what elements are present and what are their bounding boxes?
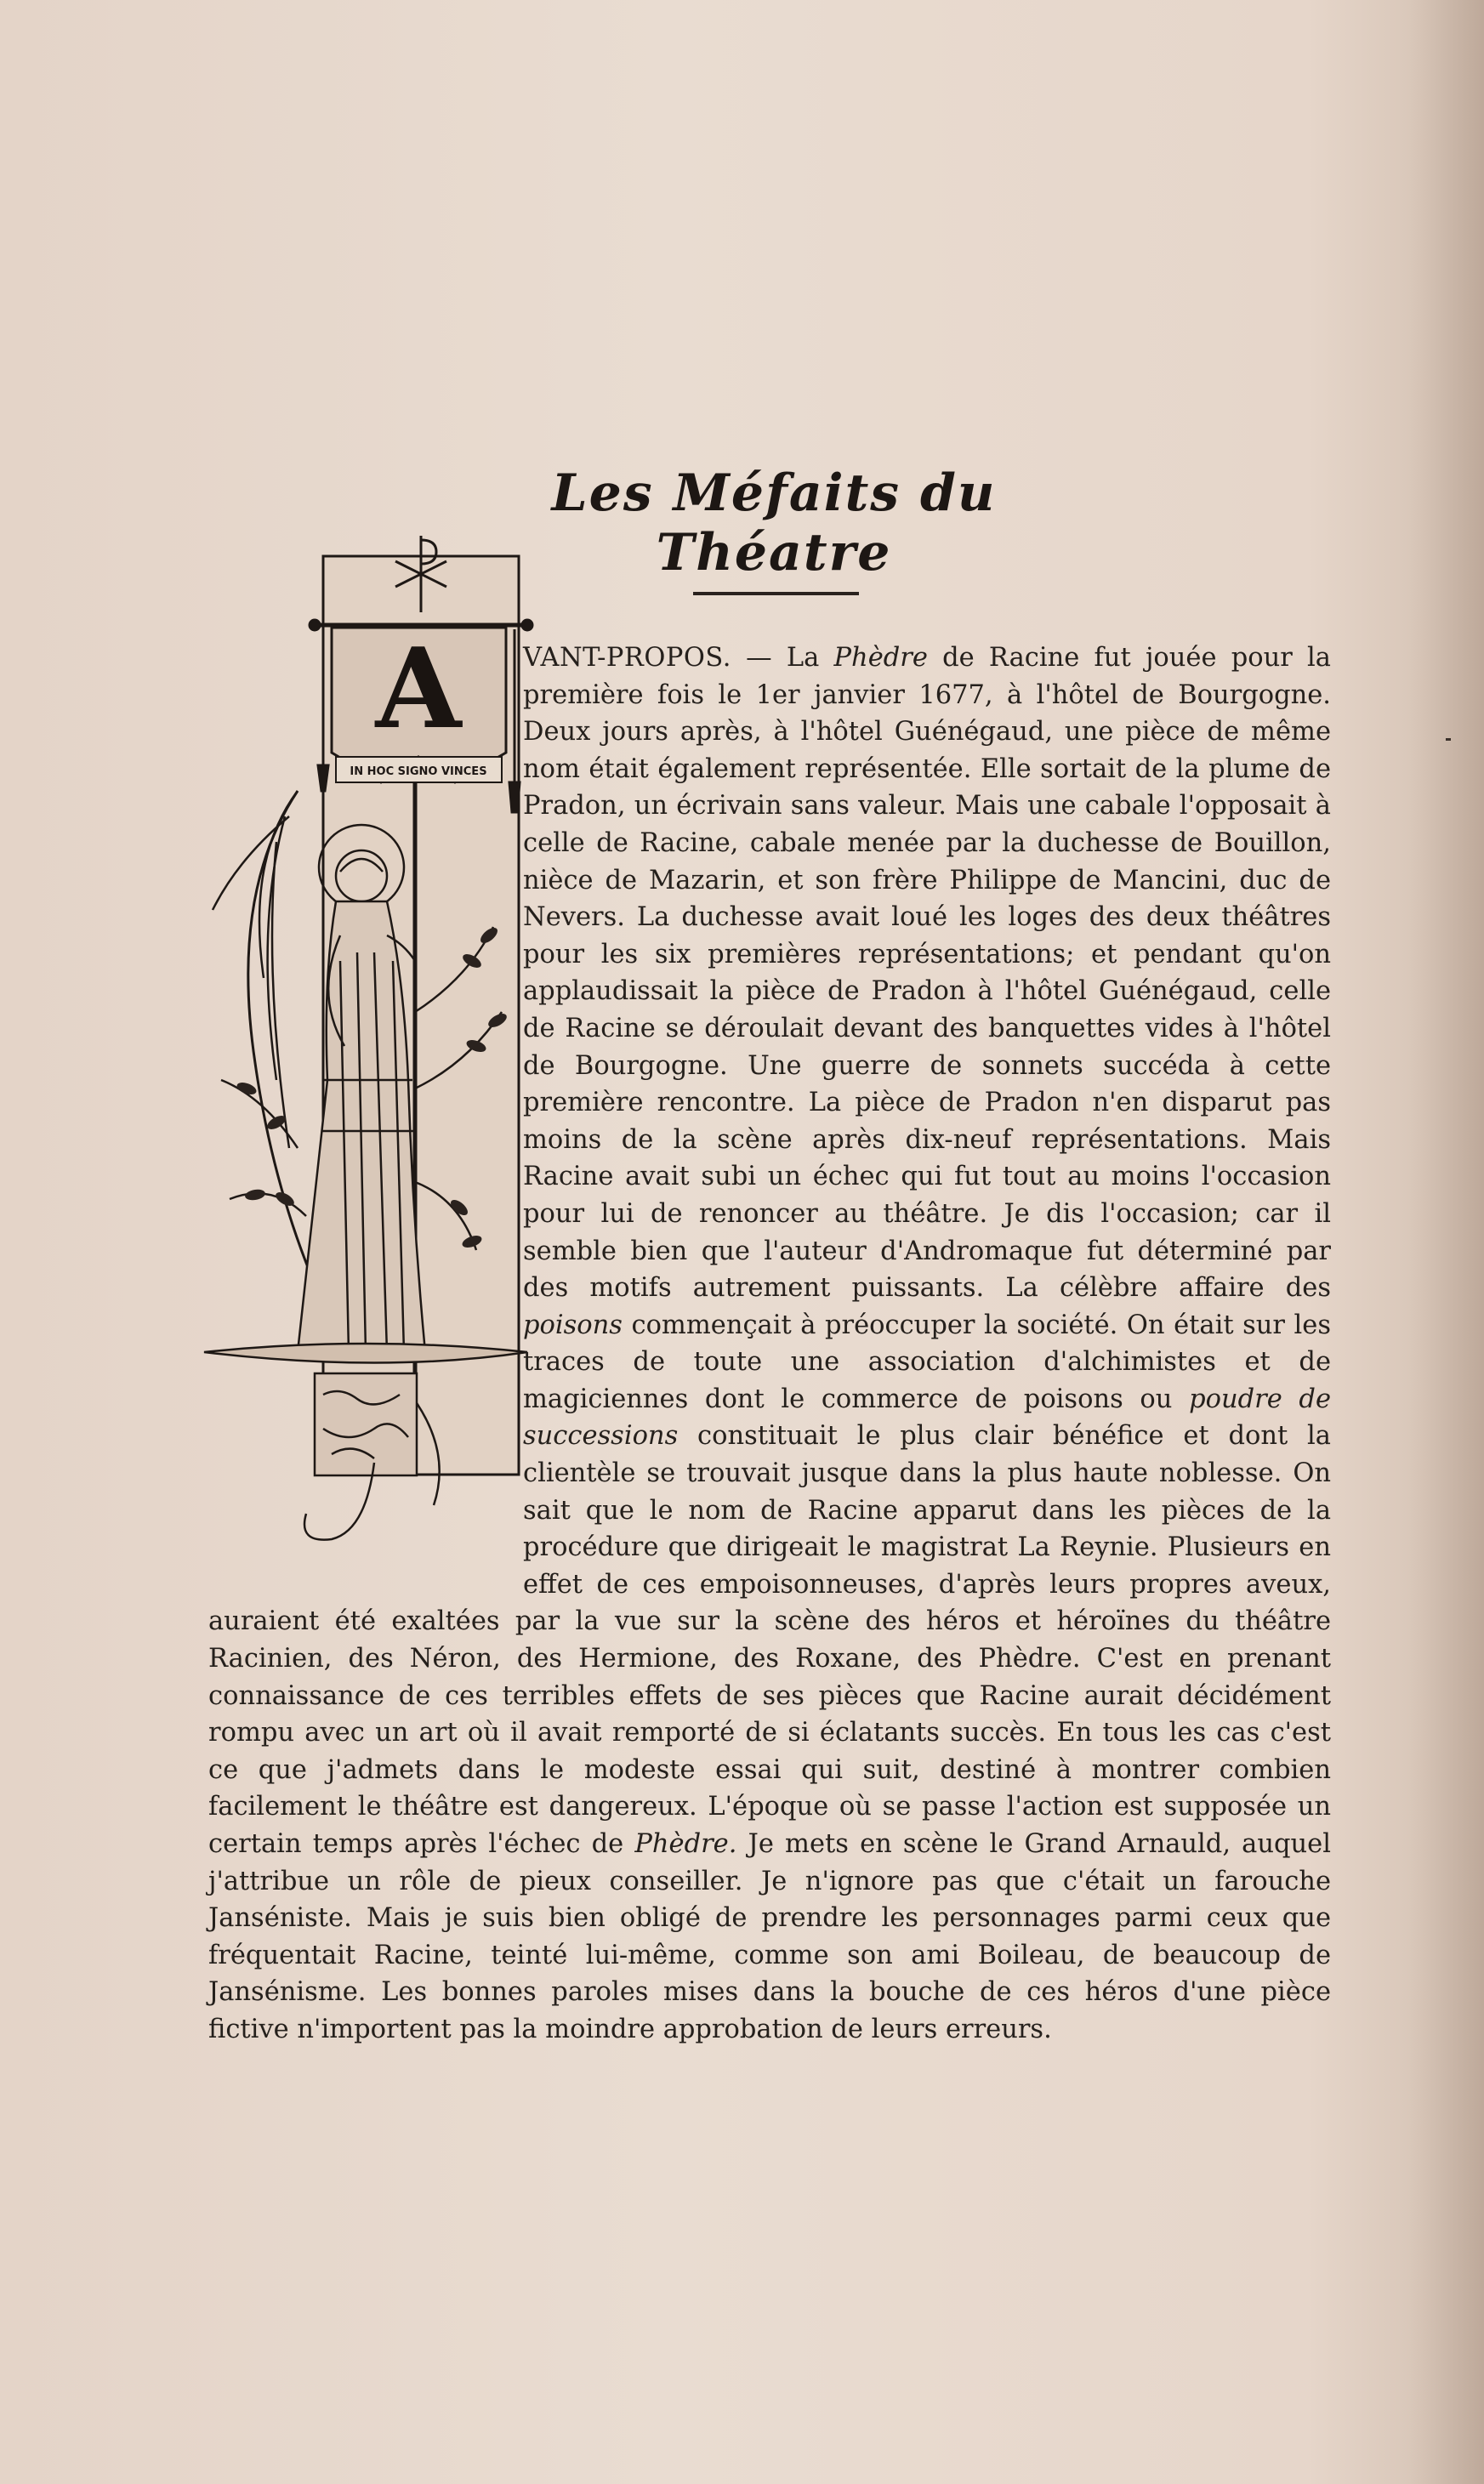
italic-title: Phèdre.: [634, 1829, 737, 1859]
page-title: Les Méfaits du Théatre: [551, 463, 997, 583]
text-segment: constituait le plus clair bénéfice et dont la clientèle se trouvait jusque dans la plus haute noblesse. On sait que le nom de Racine apparut dans les pièces de la procédure que dirigeait le magistrat La Reynie. Plusieurs en effet de ces empoisonneuses, d'après leurs propres aveux, auraient été exaltées par la vue sur la scène des héros et héroïnes du théâtre Racinien, des Néron, des Hermione, des Roxane, des Phèdre. C'est en prenant connaissance de ces terribles effets de ses pièces que Racine aurait décidément rompu avec un art où il avait remporté de si éclatants succès. En tous les cas c'est ce que j'admets dans le modeste essai qui suit, destiné à montrer combien facilement le théâtre est dangereux. L'époque où se passe l'action est supposée un certain temps après l'échec de: [208, 1421, 1331, 1859]
text-segment: commençait à préoccuper la société. On était sur les traces de toute une association d'alchimistes et de magiciennes dont le commerce de poisons ou: [523, 1310, 1331, 1414]
spine-shadow: [1407, 0, 1484, 2484]
text-segment: de Racine fut jouée pour la première fois le 1er janvier 1677, à l'hôtel de Bourgogne. Deux jours après, à l'hôtel Guénégaud, une pièce de même nom était également représentée. Elle sortait de la plume de Pradon, un écrivain sans valeur. Mais une cabale l'opposait à celle de Racine, cabale menée par la duchesse de Bouillon, nièce de Mazarin, et son frère Philippe de Mancini, duc de Nevers. La duchesse avait loué les loges des deux théâtres pour les six premières représentations; et pendant qu'on applaudissait la pièce de Pradon à l'hôtel Guénégaud, celle de Racine se déroulait devant des banquettes vides à l'hôtel de Bourgogne. Une guerre de sonnets succéda à cette première rencontre. La pièce de Pradon n'en disparut pas moins de la scène après dix-neuf représentations. Mais Racine avait subi un échec qui fut tout au moins l'occasion pour lui de renoncer au théâtre. Je dis l'occasion; car il semble bien que l'auteur d'Andromaque fut déterminé par des motifs autrement puissants. La célèbre affaire des: [523, 643, 1331, 1304]
banner-inscription: IN HOC SIGNO VINCES: [350, 765, 487, 778]
text-segment: Je mets en scène le Grand Arnauld, auquel j'attribue un rôle de pieux conseiller. Je n'ignore pas que c'était un farouche Janséniste. Mais je suis bien obligé de prendre les personnages parmi ceux que fréquentait Racine, teinté lui-même, comme son ami Boileau, de beaucoup de Jansénisme. Les bonnes paroles mises dans la bouche de ces héros d'une pièce fictive n'importent pas la moindre approbation de leurs erreurs.: [208, 1829, 1331, 2044]
drop-cap-letter: A: [375, 623, 462, 753]
text-segment: — La: [731, 643, 834, 673]
title-rule: [693, 592, 859, 595]
section-lead: VANT-PROPOS.: [523, 643, 731, 673]
avant-propos-text: [208, 639, 1331, 2049]
margin-mark: [1446, 738, 1451, 741]
italic-title: Phèdre: [833, 643, 928, 673]
drop-cap-spacer: [208, 639, 523, 1587]
italic-term: poisons: [523, 1310, 623, 1340]
italic-term: poudre de successions: [523, 1384, 1331, 1452]
